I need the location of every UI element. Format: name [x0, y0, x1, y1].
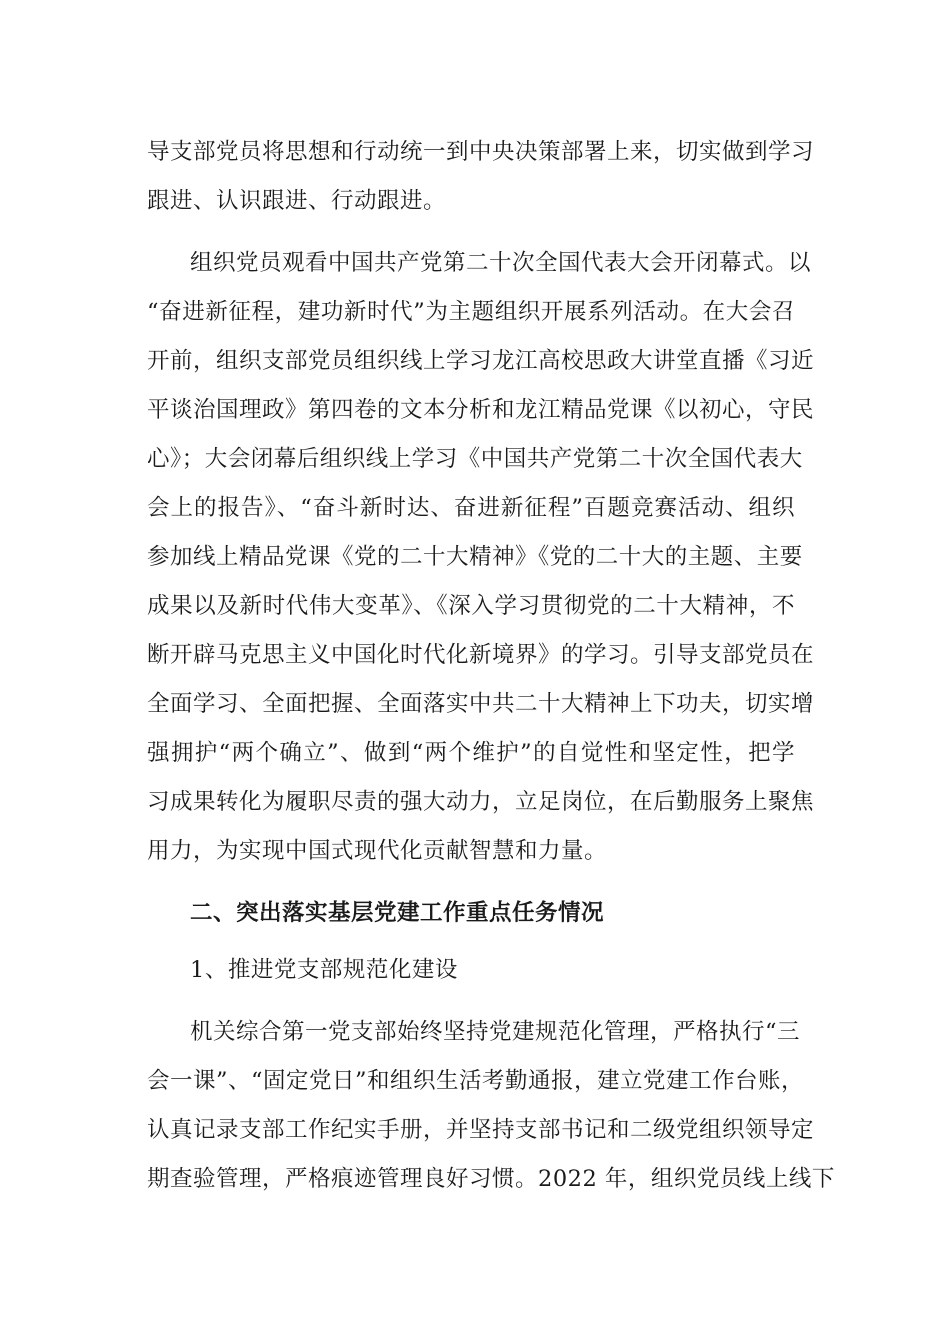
text-line: 断开辟马克思主义中国化时代化新境界》的学习。引导支部党员在	[147, 642, 815, 668]
subheading: 1、推进党支部规范化建设	[190, 957, 458, 983]
text-line: 参加线上精品党课《党的二十大精神》《党的二十大的主题、主要	[147, 544, 803, 570]
text-line: 成果以及新时代伟大变革》、《深入学习贯彻党的二十大精神，不	[147, 593, 795, 619]
text-line: 期查验管理，严格痕迹管理良好习惯。2022 年，组织党员线上线下	[147, 1166, 835, 1192]
text-line: 全面学习、全面把握、全面落实中共二十大精神上下功夫，切实增	[147, 691, 815, 717]
text-line: 跟进、认识跟进、行动跟进。	[147, 188, 447, 214]
text-line: 机关综合第一党支部始终坚持党建规范化管理，严格执行“三	[190, 1019, 801, 1045]
text-line: 会上的报告》、“奋斗新时达、奋进新征程”百题竞赛活动、组织	[147, 495, 795, 521]
text-line: 心》；大会闭幕后组织线上学习《中国共产党第二十次全国代表大	[147, 446, 803, 472]
text-line: “奋进新征程，建功新时代”为主题组织开展系列活动。在大会召	[147, 299, 795, 325]
text-line: 习成果转化为履职尽责的强大动力，立足岗位，在后勤服务上聚焦	[147, 789, 815, 815]
text-line: 用力，为实现中国式现代化贡献智慧和力量。	[147, 838, 608, 864]
text-line: 强拥护“两个确立”、做到“两个维护”的自觉性和坚定性，把学	[147, 740, 795, 766]
text-line: 组织党员观看中国共产党第二十次全国代表大会开闭幕式。以	[190, 250, 812, 276]
text-line: 认真记录支部工作纪实手册，并坚持支部书记和二级党组织领导定	[147, 1117, 815, 1143]
text-line: 会一课”、“固定党日”和组织生活考勤通报，建立党建工作台账，	[147, 1068, 805, 1094]
text-line: 导支部党员将思想和行动统一到中央决策部署上来，切实做到学习	[147, 139, 815, 165]
text-line: 平谈治国理政》第四卷的文本分析和龙江精品党课《以初心，守民	[147, 397, 815, 423]
text-line: 开前，组织支部党员组织线上学习龙江高校思政大讲堂直播《习近	[147, 348, 815, 374]
section-heading: 二、突出落实基层党建工作重点任务情况	[190, 900, 605, 926]
